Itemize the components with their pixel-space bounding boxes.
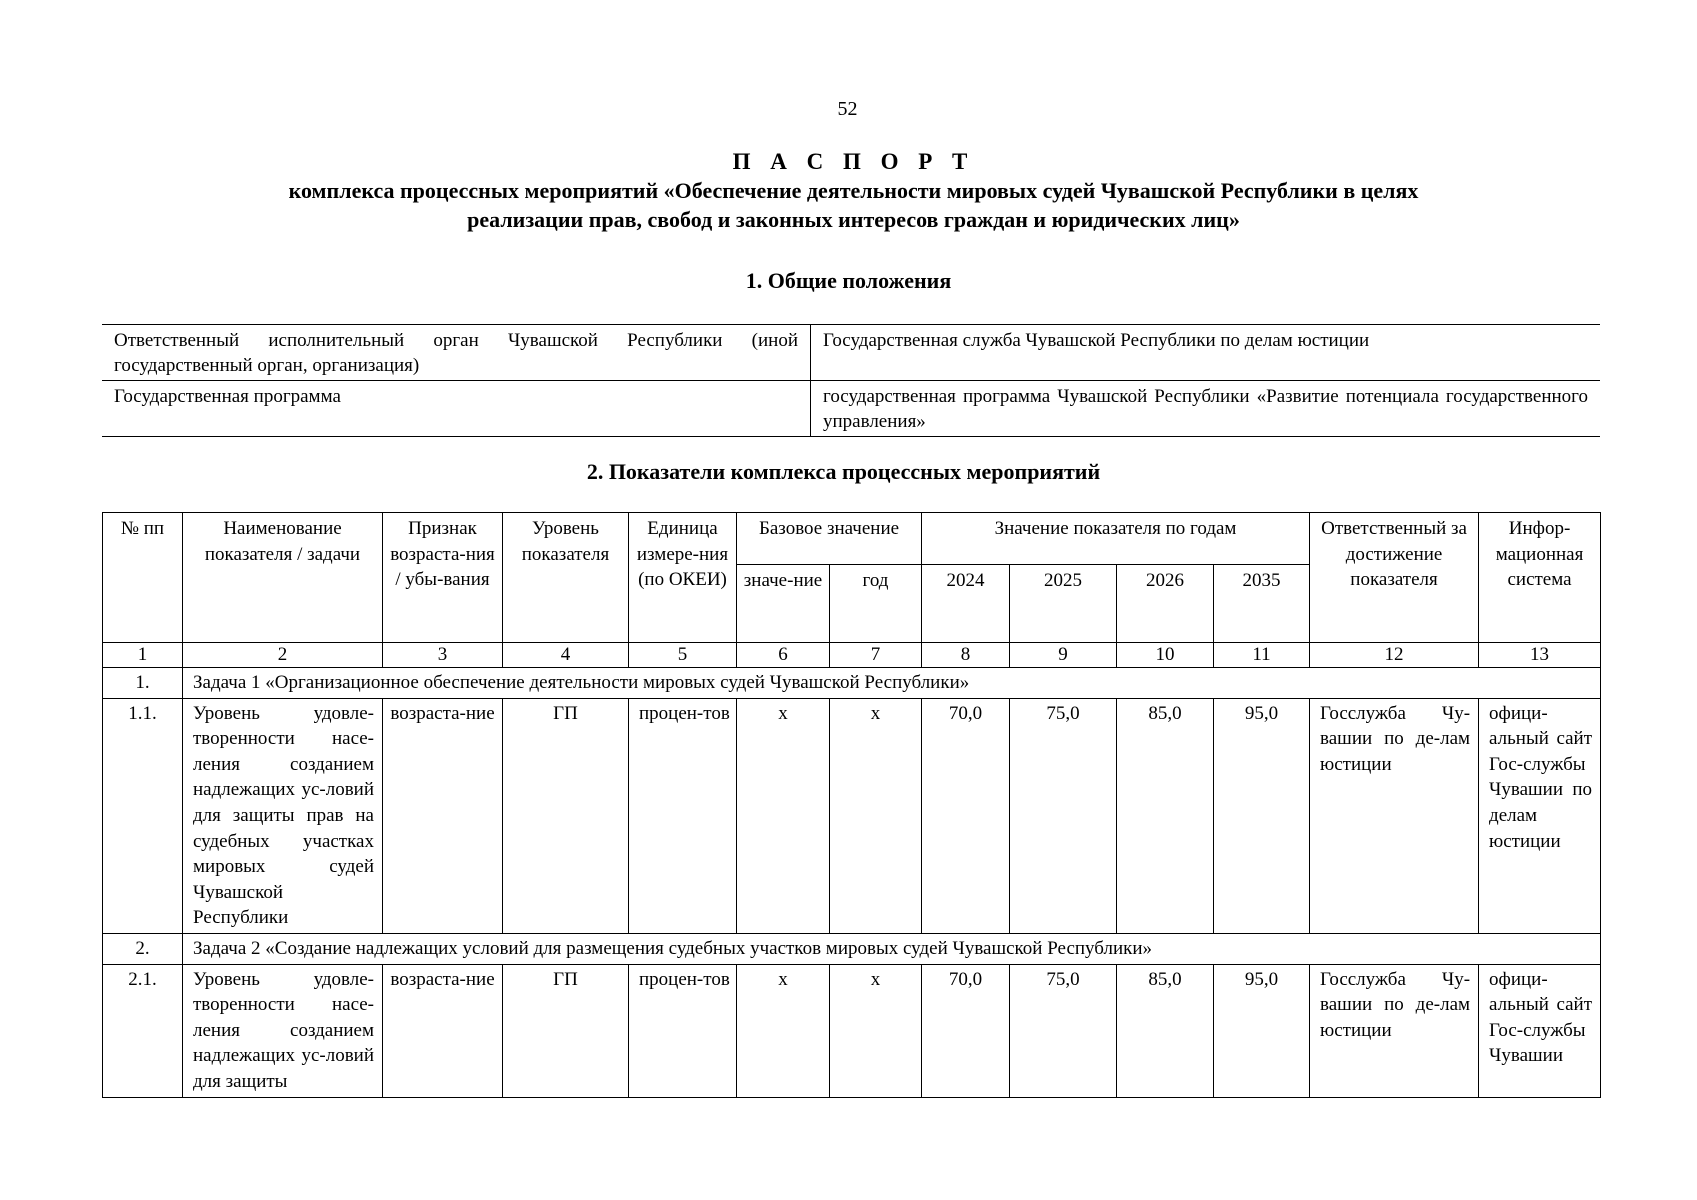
indicator-row [103,698,1601,933]
section-heading-indicators: 2. Показатели комплекса процессных мероприятий [586,459,1101,484]
indicator-value-2026: 85,0 [1117,964,1214,1097]
header-sign: Признак возраста-ния / убы-вания [383,513,503,643]
general-value: Государственная служба Чувашской Республики по делам юстиции [823,330,1370,351]
indicator-info-system: офици-альный сайт Гос-службы Чувашии по делам юстиции [1479,698,1601,933]
title-line-2: реализации прав, свобод и законных интересов граждан и юридических лиц» [467,207,1240,232]
column-number: 5 [629,643,737,668]
table-row [102,325,1600,381]
column-number: 8 [922,643,1010,668]
header-base-year: год [830,565,922,643]
task-num: 2. [103,933,183,964]
task-row [103,933,1601,964]
table-row [102,381,1600,437]
column-numbers-row [103,643,1601,668]
header-years-group: Значение показателя по годам [922,513,1310,565]
task-row [103,668,1601,699]
header-level: Уровень показателя [503,513,629,643]
indicator-responsible: Госслужба Чу-вашии по де-лам юстиции [1310,964,1479,1097]
column-number: 9 [1010,643,1117,668]
indicator-sign: возраста-ние [383,698,503,933]
header-num: № пп [103,513,183,643]
indicators-table [102,512,1601,1098]
indicator-level: ГП [503,698,629,933]
indicator-responsible: Госслужба Чу-вашии по де-лам юстиции [1310,698,1479,933]
indicator-name: Уровень удовле-творенности насе-ления созданием надлежащих ус-ловий для защиты прав на судебных участках мировых судей Чувашской Республики [183,698,383,933]
column-number: 2 [183,643,383,668]
indicator-base-value: x [737,698,830,933]
column-number: 3 [383,643,503,668]
header-year-2026: 2026 [1117,565,1214,643]
title-passport: П А С П О Р Т [732,149,975,174]
header-responsible: Ответственный за достижение показателя [1310,513,1479,643]
task-title: Задача 2 «Создание надлежащих условий для размещения судебных участков мировых судей Чувашской Республики» [183,933,1601,964]
indicator-level: ГП [503,964,629,1097]
column-number: 11 [1214,643,1310,668]
indicator-base-value: x [737,964,830,1097]
indicator-value-2024: 70,0 [922,964,1010,1097]
column-number: 4 [503,643,629,668]
general-label: Ответственный исполнительный орган Чувашской Республики (иной государственный орган, организация) [102,325,811,381]
indicator-num: 2.1. [103,964,183,1097]
header-base-value: значе-ние [737,565,830,643]
header-year-2025: 2025 [1010,565,1117,643]
header-info-system: Инфор-мационная система [1479,513,1601,643]
indicator-info-system: офици-альный сайт Гос-службы Чувашии [1479,964,1601,1097]
header-base: Базовое значение [737,513,922,565]
indicator-row [103,964,1601,1097]
indicator-base-year: x [830,964,922,1097]
indicator-unit: процен-тов [629,698,737,933]
column-number: 10 [1117,643,1214,668]
indicator-value-2024: 70,0 [922,698,1010,933]
column-number: 6 [737,643,830,668]
indicator-value-2026: 85,0 [1117,698,1214,933]
title-line-1: комплекса процессных мероприятий «Обеспечение деятельности мировых судей Чувашской Республики в целях [288,178,1419,203]
header-year-2035: 2035 [1214,565,1310,643]
general-provisions-table [102,324,1600,437]
page-number: 52 [837,98,858,120]
general-value: государственная программа Чувашской Республики «Развитие потенциала государственного управления» [823,386,1588,432]
header-year-2024: 2024 [922,565,1010,643]
document-title [130,148,1577,234]
indicator-value-2035: 95,0 [1214,964,1310,1097]
general-label: Государственная программа [102,381,811,437]
indicator-value-2025: 75,0 [1010,964,1117,1097]
indicator-unit: процен-тов [629,964,737,1097]
section-heading-general: 1. Общие положения [745,268,952,293]
indicator-value-2035: 95,0 [1214,698,1310,933]
indicator-value-2025: 75,0 [1010,698,1117,933]
indicator-num: 1.1. [103,698,183,933]
column-number: 12 [1310,643,1479,668]
header-unit: Единица измере-ния (по ОКЕИ) [629,513,737,643]
column-number: 7 [830,643,922,668]
header-row [103,513,1601,565]
column-number: 1 [103,643,183,668]
task-title: Задача 1 «Организационное обеспечение деятельности мировых судей Чувашской Республики» [183,668,1601,699]
column-number: 13 [1479,643,1601,668]
task-num: 1. [103,668,183,699]
header-name: Наименование показателя / задачи [183,513,383,643]
indicator-sign: возраста-ние [383,964,503,1097]
indicator-name: Уровень удовле-творенности насе-ления созданием надлежащих ус-ловий для защиты [183,964,383,1097]
indicator-base-year: x [830,698,922,933]
